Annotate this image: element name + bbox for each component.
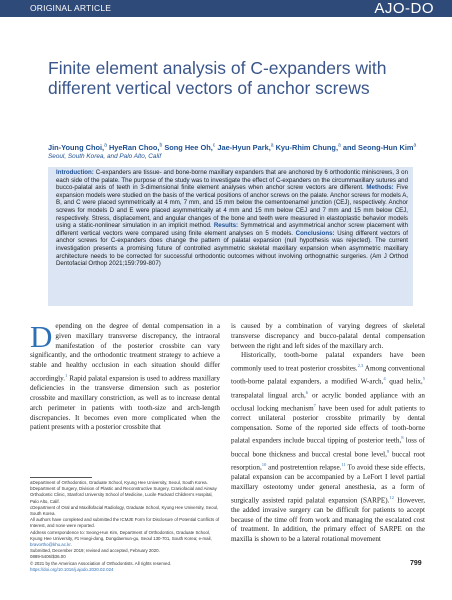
author-1[interactable]: Jin-Young Choi,$^a$ [48, 143, 107, 153]
body-right-column [231, 322, 425, 545]
author-2[interactable]: HyeRan Choo,$^b$ [108, 143, 163, 153]
reference-link[interactable]: 2,3 [357, 363, 364, 369]
body-right-p1: is caused by a combination of varying degrees of skeletal transverse discrepancy and bucco-palatal dental compensation between the right and left sides of the maxillary arch. [231, 322, 425, 350]
reference-link[interactable]: 1 [65, 372, 68, 378]
footnote-divider [30, 477, 92, 478]
email-link[interactable]: bravortho@khu.ac.kr [30, 542, 71, 548]
abstract-intro: C-expanders are tissue- and bone-borne maxillary expanders that are anchored by 6 orthodontic miniscrews, 3 on each side of the palate. The purpose of the study was to investigate the effect of C-expanders on the circummaxillary sutures and bucco-palatal axis of teeth in 3-dimensional finite element analyses when anchor screw vectors are different. [56, 169, 408, 192]
abstract-conclusions: Using different vectors of anchor screws for C-expanders does change the pattern of palatal expansion (null hypothesis was rejected). The current investigation presents a promising future of controlled asymmetric skeletal maxillary expansion when asymmetric maxillary architecture needs to be corrected for successful orthodontic outcomes without involving orthognathic surgeries. (Am J Orthod Dentofacial Orthop 2021;159:799-807) [56, 229, 408, 268]
author-location: Seoul, South Korea, and Palo Alto, Calif [48, 153, 162, 160]
journal-logo: AJO-DO [374, 0, 434, 17]
abstract-methods: Five expansion models were studied on the basis of the vertical positions of anchor screws on the palate. Anchor screws for models A, B, and C were placed symmetrically at 4 mm, 7 mm, and 15 mm below the cementoenamel junction (CEJ), respectively. Anchor screws for models D and E were placed asymmetrically at 4 mm and 15 mm below CEJ and 7 mm and 15 mm below CEJ, respectively. Stress, displacement, and angular changes of the bone and teeth were measured in elastoplastic behavior models using a static-nonlinear simulation in an implicit method. [56, 184, 408, 230]
author-3[interactable]: Song Hee Oh,$^c$ [164, 143, 216, 153]
reference-link[interactable]: 6 [305, 389, 309, 395]
submission-dates: Submitted, December 2019; revised and accepted, February 2020. [30, 548, 160, 554]
affiliation-a: aDepartment of Orthodontics, Graduate School, Kyung Hee University, Seoul, South Korea. [30, 480, 208, 485]
page-number: 799 [410, 560, 422, 567]
reference-link[interactable]: 11 [341, 461, 346, 467]
abstract-methods-label: Methods: [366, 184, 394, 192]
body-right-p2: Historically, tooth-borne palatal expanders have been commonly used to treat posterior crossbites.$^{2,3}$ Among conventional tooth-borne palatal expanders, a modified W-arch,$^4$ quad helix,$^5$ transpalatal lingual arch,$^6$ or acrylic bonded appliance with an occlusal locking mechanism$^7$ have been used for adult patients to correct unilateral posterior crossbite primarily by dental compensation. Some of the reported side effects of tooth-borne palatal expanders include buccal tipping of posterior teeth,$^8$ loss of buccal bone thickness and buccal crestal bone level,$^9$ buccal root resorption,$^{10}$ and postretention relapse.$^{11}$ To avoid these side effects, palatal expansion can be accompanied by a LeFort I level partial maxillary osteotomy under general anesthesia, as a form of surgically assisted rapid palatal expansion (SARPE).$^{12}$ However, the added invasive surgery can be difficult for patients to accept because of the time off from work and managing the escalated cost of treatment. In addition, the primary effect of SARPE on the maxilla is shown to be a lateral rotational movement [231, 351, 426, 544]
footnotes [30, 480, 220, 573]
doi-link[interactable]: https://doi.org/10.1016/j.ajodo.2020.02.024 [30, 566, 114, 572]
reference-link[interactable]: 8 [401, 435, 404, 441]
body-left-p1b: Rapid palatal expansion is used to address maxillary deficiencies in the transverse dimension such as posterior crossbite and maxillary constriction, as well as to increase dental arch perimeter in patients with tooth-size and arch-length discrepancies. It becomes even more complicated when the patient presents with a posterior crossbite that [30, 374, 220, 432]
disclosure-statement: All authors have completed and submitted the ICMJE Form for Disclosure of Potential Conflicts of Interest, and none were reported. [30, 517, 220, 529]
abstract-intro-label: Introduction: [56, 169, 94, 176]
affiliation-c: cDepartment of Oral and Maxillofacial Radiology, Graduate School, Kyung Hee University, Seoul, South Korea. [30, 504, 219, 517]
author-6[interactable]: and Seong-Hun Kim$^a$ [342, 143, 417, 153]
reference-link[interactable]: 5 [422, 376, 426, 382]
reference-link[interactable]: 7 [313, 402, 316, 408]
abstract-results-label: Results: [213, 222, 239, 230]
reference-link[interactable]: 9 [386, 448, 390, 454]
body-left-p1: epending on the degree of dental compensation in a given maxillary transverse discrepancy, the intraoral manifestation of the posterior crossbite can vary significantly, and the orthodontic treatment strategy to achieve a stable and healthy occlusion in each situation should differ accordingly. [30, 322, 220, 383]
affiliation-b: bDepartment of Surgery, Division of Plastic and Reconstructive Surgery, Craniofacial and Airway Orthodontic Clinic, Stanford University School of Medicine, Lucile Packard Children's Hospital, Palo Alto, Calif. [30, 486, 217, 504]
drop-cap: D [30, 319, 53, 354]
article-title: Finite element analysis of C-expanders with different vertical vectors of anchor screws [48, 58, 387, 98]
reference-link[interactable]: 4 [383, 376, 386, 382]
author-5[interactable]: Kyu-Rhim Chung,$^a$ [275, 143, 341, 153]
abstract-conclusions-label: Conclusions: [295, 229, 335, 237]
author-4[interactable]: Jae-Hyun Park,$^a$ [217, 143, 274, 153]
article-type-label: ORIGINAL ARTICLE [30, 3, 112, 13]
author-list [48, 142, 423, 152]
reference-link[interactable]: 10 [261, 461, 267, 467]
abstract-results: Symmetrical and asymmetrical anchor screw placement with different vertical vectors were compared using finite element analyses on 5 models. [56, 222, 408, 237]
abstract-text [56, 169, 408, 268]
reference-link[interactable]: 12 [389, 494, 394, 500]
body-left-column [30, 319, 220, 433]
copyright: © 2021 by the American Association of Orthodontists. All rights reserved. [30, 560, 172, 566]
correspondence-address: Address correspondence to: Seong-Hun Kim, Department of Orthodontics, Graduate School, Kyung Hee University, #1 Hoegi-dong, Dongdaemun-gu, Seoul 130-701, South Korea; e-mail, bravortho@khu.ac.kr. [30, 529, 212, 548]
issn: 0889-5406/$36.00 [30, 554, 66, 560]
